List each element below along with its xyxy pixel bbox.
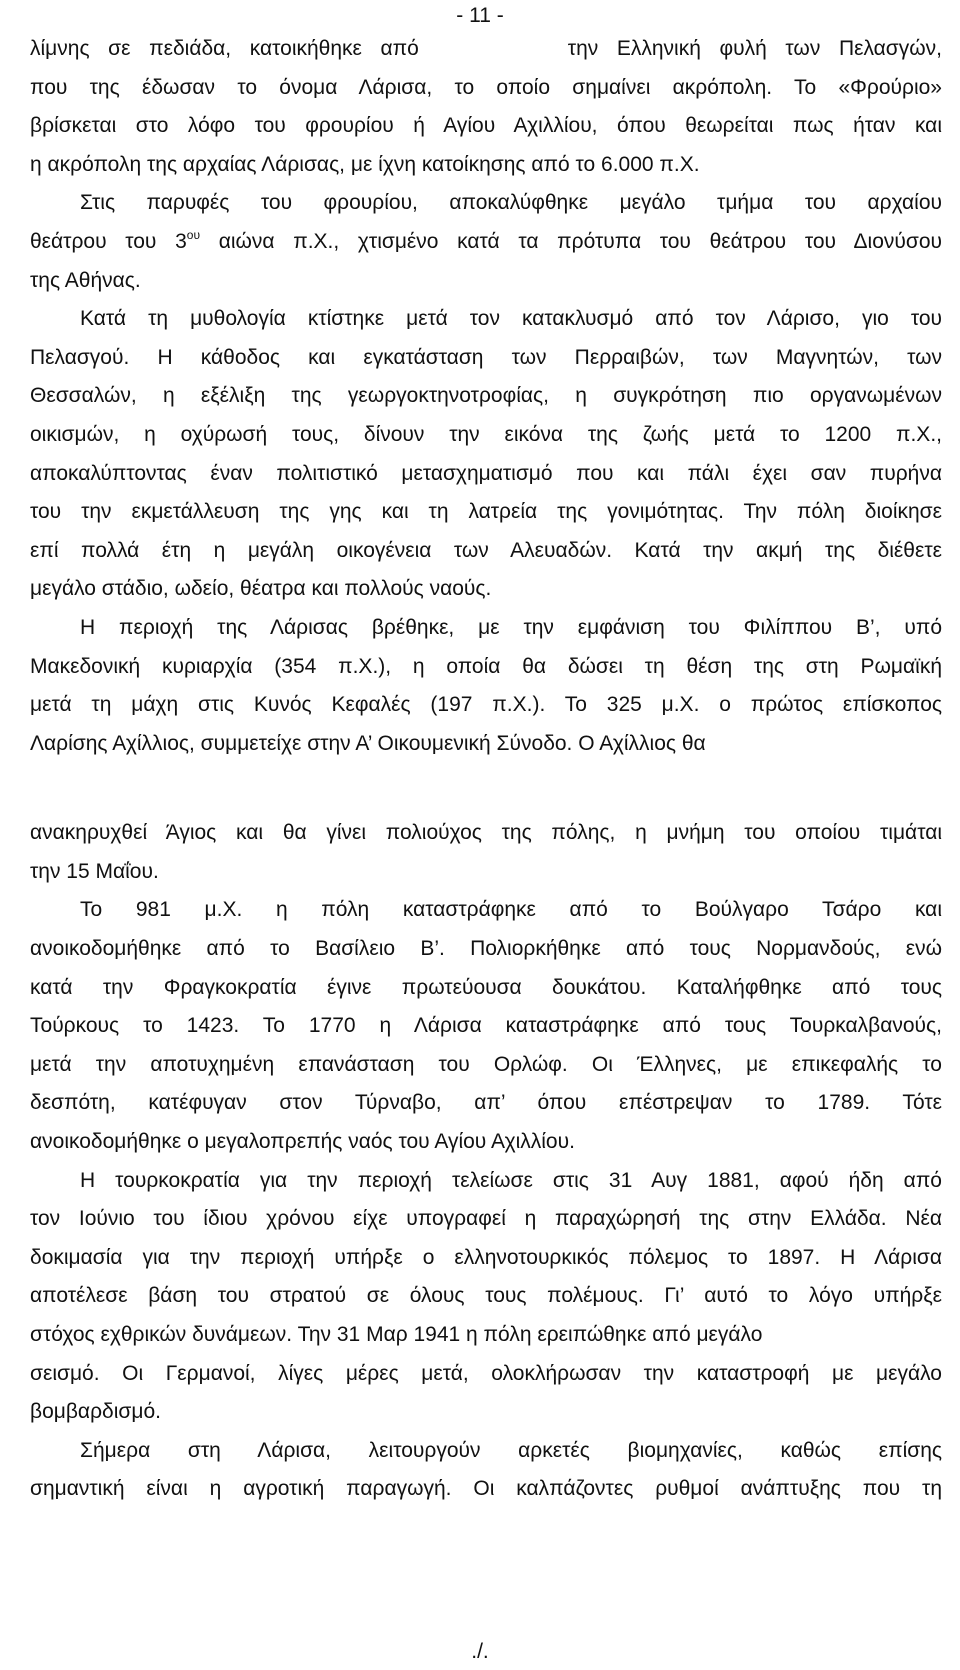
text-line: Μακεδονική κυριαρχία (354 π.Χ.), η οποία θα δώσει τη θέση της στη Ρωμαϊκή <box>30 654 942 678</box>
text-line: σημαντική είναι η αγροτική παραγωγή. Οι καλπάζοντες ρυθμοί ανάπτυξης που τη <box>30 1477 942 1501</box>
text-line: αποκαλύπτοντας έναν πολιτιστικό μετασχηματισμό που και πάλι έχει σαν πυρήνα <box>30 461 942 485</box>
text-line: Θεσσαλών, η εξέλιξη της γεωργοκτηνοτροφίας, η συγκρότηση πιο οργανωμένων <box>30 384 942 408</box>
paragraph-today <box>30 1432 942 1509</box>
text-line: Πελασγού. Η κάθοδος και εγκατάσταση των Περραιβών, των Μαγνητών, των <box>30 345 942 369</box>
text-line: δοκιμασία για την περιοχή υπήρξε ο ελληνοτουρκικός πόλεμος το 1897. Η Λάρισα <box>30 1245 942 1269</box>
text-line: στόχος εχθρικών δυνάμεων. Την 31 Μαρ 1941 η πόλη ερειπώθηκε από μεγάλο <box>30 1323 763 1346</box>
text-fragment: αιώνα π.Χ., χτισμένο κατά τα πρότυπα του θεάτρου του Διονύσου <box>200 229 942 253</box>
text-line: Η περιοχή της Λάρισας βρέθηκε, με την εμφάνιση του Φιλίππου Β’, υπό <box>80 615 942 639</box>
text-line: του την εκμετάλλευση της γης και τη λατρεία της γονιμότητας. Την πόλη διοίκησε <box>30 500 942 524</box>
paragraph-mythology <box>30 300 942 609</box>
text-line: βομβαρδισμό. <box>30 1400 161 1424</box>
text-line: ανοικοδομήθηκε από το Βασίλειο Β’. Πολιορκήθηκε από τους Νορμανδούς, ενώ <box>30 937 942 961</box>
text-line: Το 981 μ.Χ. η πόλη καταστράφηκε από το Βούλγαρο Τσάρο και <box>80 898 942 922</box>
text-line: επί πολλά έτη η μεγάλη οικογένεια των Αλευαδών. Κατά την ακμή της διέθετε <box>30 538 942 562</box>
paragraph-macedonian <box>30 609 942 892</box>
text-line: Η τουρκοκρατία για την περιοχή τελείωσε στις 31 Αυγ 1881, αφού ήδη από <box>80 1168 942 1192</box>
text-line: μετά την αποτυχημένη επανάσταση του Ορλώφ. Οι Έλληνες, με επικεφαλής το <box>30 1052 942 1076</box>
text-line: Κατά τη μυθολογία κτίστηκε μετά τον κατακλυσμό από τον Λάρισο, γιο του <box>80 307 942 331</box>
continuation-mark: ./. <box>471 1640 489 1663</box>
text-line: βρίσκεται στο λόφο του φρουρίου ή Αγίου Αχιλλίου, όπου θεωρείται πως ήταν και <box>30 114 942 138</box>
blank-gap <box>30 763 942 814</box>
text-line: μετά τη μάχη στις Κυνός Κεφαλές (197 π.Χ.). Το 325 μ.Χ. ο πρώτος επίσκοπος <box>30 693 942 717</box>
text-line: Στις παρυφές του φρουρίου, αποκαλύφθηκε μεγάλο τμήμα του αρχαίου <box>80 191 942 215</box>
text-line: Σήμερα στη Λάρισα, λειτουργούν αρκετές βιομηχανίες, καθώς επίσης <box>80 1438 942 1462</box>
paragraph-byzantine <box>30 891 942 1161</box>
text-line: τον Ιούνιο του ίδιου χρόνου είχε υπογραφεί η παραχώρησή της στην Ελλάδα. Νέα <box>30 1207 942 1231</box>
paragraph-origins <box>30 30 942 184</box>
text-line: της Αθήνας. <box>30 268 141 292</box>
text-line: λίμνης σε πεδιάδα, κατοικήθηκε από την Ελληνική φυλή των Πελασγών, <box>30 37 942 60</box>
text-line: Τούρκους το 1423. Το 1770 η Λάρισα καταστράφηκε από τους Τουρκαλβανούς, <box>30 1014 942 1038</box>
text-fragment: θεάτρου του 3 <box>30 229 187 253</box>
text-line: σεισμό. Οι Γερμανοί, λίγες μέρες μετά, ολοκλήρωσαν την καταστροφή με μεγάλο <box>30 1361 942 1385</box>
text-line: ανακηρυχθεί Άγιος και θα γίνει πολιούχος της πόλης, η μνήμη του οποίου τιμάται <box>30 821 942 845</box>
text-line: δεσπότη, κατέφυγαν στον Τύρναβο, απ’ όπου επέστρεψαν το 1789. Τότε <box>30 1091 942 1115</box>
text-line: μεγάλο στάδιο, ωδείο, θέατρα και πολλούς ναούς. <box>30 577 492 601</box>
text-line: Λαρίσης Αχίλλιος, συμμετείχε στην Α’ Οικουμενική Σύνοδο. Ο Αχίλλιος θα <box>30 731 706 755</box>
text-line: οικισμών, η οχύρωσή τους, δίνουν την εικόνα της ζωής μετά το 1200 π.Χ., <box>30 422 942 446</box>
text-line: η ακρόπολη της αρχαίας Λάρισας, με ίχνη κατοίκησης από το 6.000 π.Χ. <box>30 152 700 176</box>
ordinal-superscript: ου <box>186 227 201 242</box>
text-line: κατά την Φραγκοκρατία έγινε πρωτεύουσα δουκάτου. Καταλήφθηκε από τους <box>30 975 942 999</box>
text-line: ανοικοδομήθηκε ο μεγαλοπρεπής ναός του Αγίου Αχιλλίου. <box>30 1130 575 1154</box>
text-line: που της έδωσαν το όνομα Λάρισα, το οποίο σημαίνει ακρόπολη. Το «Φρούριο» <box>30 75 942 99</box>
text-line-with-superscript <box>30 223 942 262</box>
paragraph-modern <box>30 1162 942 1432</box>
page-number: - 11 - <box>456 4 504 27</box>
text-line: αποτέλεσε βάση του στρατού σε όλους τους πολέμους. Γι’ αυτό το λόγο υπήρξε <box>30 1284 942 1308</box>
document-body <box>30 30 942 1509</box>
paragraph-theatre <box>30 184 942 300</box>
text-line: την 15 Μαΐου. <box>30 859 159 883</box>
